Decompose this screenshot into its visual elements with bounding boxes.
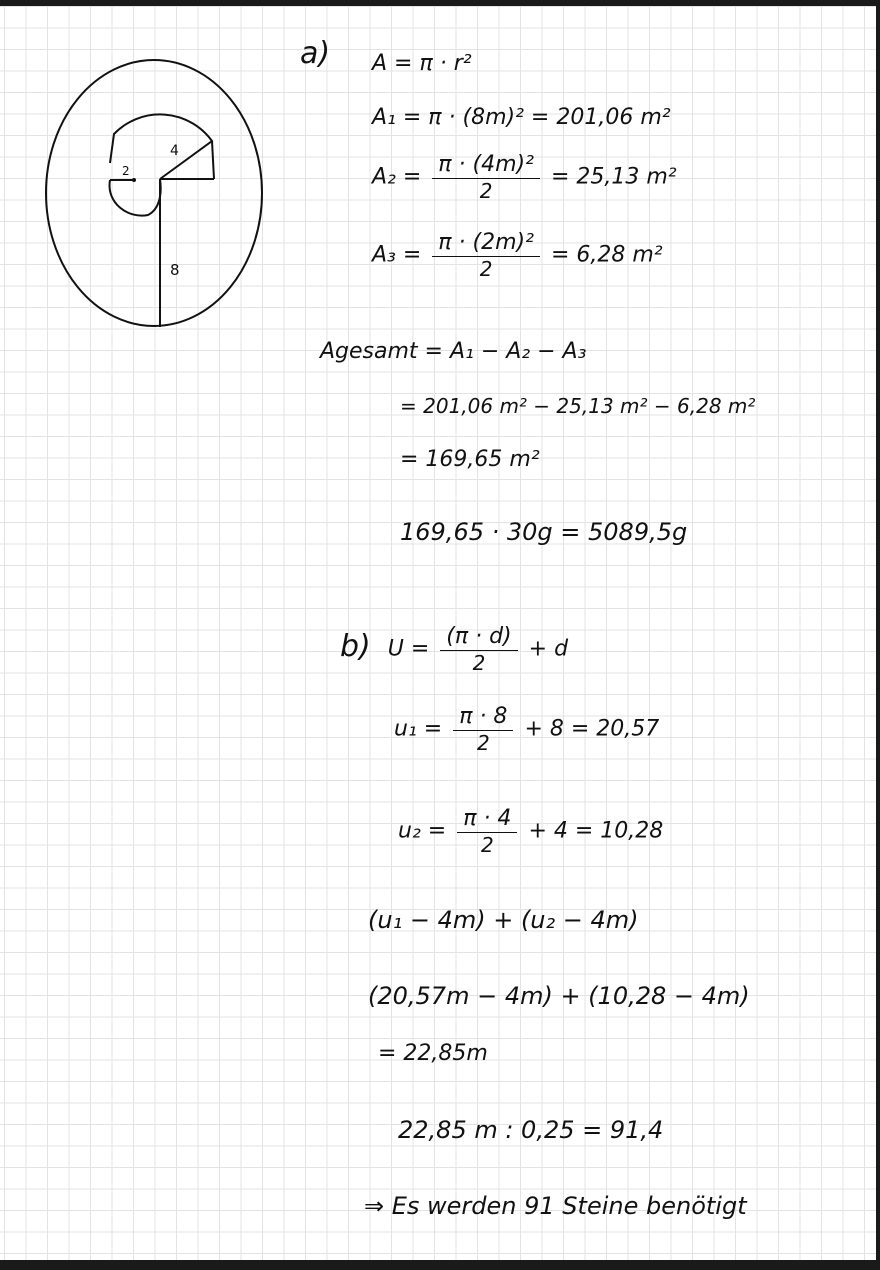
conclusion: ⇒ Es werden 91 Steine benötigt: [364, 1192, 747, 1220]
perimeter-u2-denominator: 2: [480, 833, 494, 857]
perimeter-u1-numerator: π · 8: [453, 704, 513, 731]
area-a3-lhs: A₃ =: [372, 242, 422, 268]
perimeter-u2-lhs: u₂ =: [398, 818, 447, 844]
area-total: Agesamt = A₁ − A₂ − A₃: [320, 339, 587, 364]
sketch-label-big: 8: [170, 261, 180, 279]
perimeter-u1-fraction: [453, 704, 513, 755]
sketch-label-small: 2: [122, 164, 130, 178]
circle-sketch: [40, 55, 280, 345]
bottom-frame-bar: [0, 1260, 880, 1270]
area-a2-denominator: 2: [479, 179, 493, 203]
sum-expression: (u₁ − 4m) + (u₂ − 4m): [368, 906, 639, 934]
area-a3-numerator: π · (2m)²: [432, 230, 540, 257]
perimeter-u1-denominator: 2: [476, 731, 490, 755]
perimeter-u1: [394, 704, 659, 755]
right-frame-edge: [876, 0, 880, 1270]
sum-values: (20,57m − 4m) + (10,28 − 4m): [368, 982, 750, 1010]
area-a2-fraction: [432, 152, 540, 203]
part-b-label: b): [340, 628, 371, 664]
area-total-result: = 169,65 m²: [400, 447, 540, 472]
area-a3-denominator: 2: [479, 257, 493, 281]
area-a1: A₁ = π · (8m)² = 201,06 m²: [372, 105, 671, 130]
perimeter-formula-numerator: (π · d): [440, 624, 517, 651]
outer-circle: [46, 60, 262, 326]
large-semicircle-edge: [212, 141, 214, 179]
perimeter-u2: [398, 806, 663, 857]
stones-calculation: 22,85 m : 0,25 = 91,4: [398, 1116, 664, 1144]
sum-result: = 22,85m: [378, 1041, 488, 1066]
sketch-label-mid: 4: [170, 143, 179, 159]
perimeter-u2-rhs: + 4 = 10,28: [528, 818, 664, 844]
area-a3-rhs: = 6,28 m²: [550, 242, 663, 268]
perimeter-formula: [340, 624, 568, 675]
area-formula: A = π · r²: [372, 51, 472, 76]
area-a3-fraction: [432, 230, 540, 281]
perimeter-formula-denominator: 2: [472, 651, 486, 675]
part-a-label: a): [300, 36, 331, 71]
weight-calculation: 169,65 · 30g = 5089,5g: [400, 518, 688, 546]
area-a2-rhs: = 25,13 m²: [550, 164, 677, 190]
perimeter-u1-lhs: u₁ =: [394, 716, 443, 742]
perimeter-u2-numerator: π · 4: [457, 806, 517, 833]
small-semicircle: [110, 179, 161, 216]
center-dot: [132, 178, 136, 182]
perimeter-u2-fraction: [457, 806, 517, 857]
area-total-step: = 201,06 m² − 25,13 m² − 6,28 m²: [400, 394, 756, 418]
perimeter-u1-rhs: + 8 = 20,57: [524, 716, 660, 742]
area-a2: [372, 152, 677, 203]
perimeter-formula-fraction: [440, 624, 517, 675]
top-frame-bar: [0, 0, 880, 6]
area-a2-numerator: π · (4m)²: [432, 152, 540, 179]
area-a2-lhs: A₂ =: [372, 164, 422, 190]
area-a3: [372, 230, 663, 281]
perimeter-formula-lhs: U =: [387, 636, 430, 662]
perimeter-formula-rhs: + d: [528, 636, 569, 662]
